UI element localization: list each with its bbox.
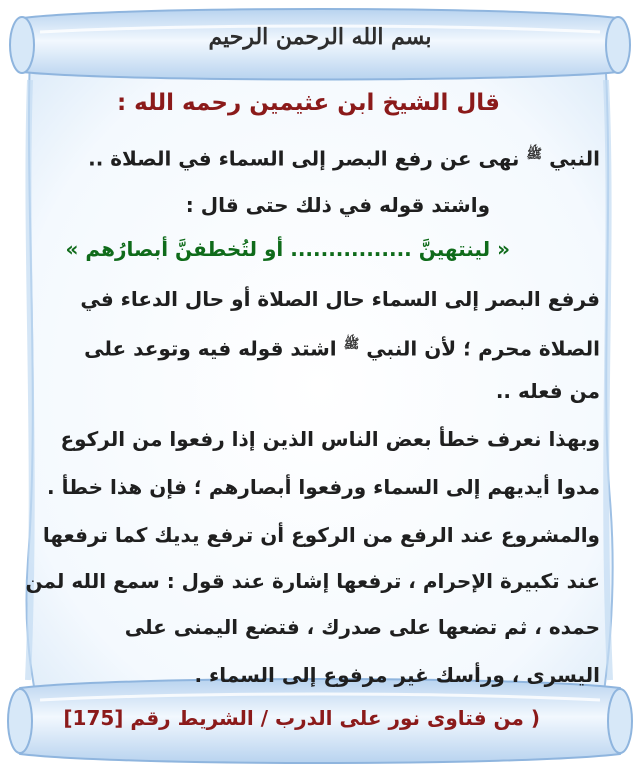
text-line-10: عند تكبيرة الإحرام ، ترفعها إشارة عند قول : سمع الله لمن bbox=[25, 569, 600, 593]
salla-symbol: ﷺ bbox=[343, 337, 360, 352]
text-line-5 bbox=[40, 330, 600, 364]
text-segment: النبي bbox=[549, 146, 600, 171]
page-title: قال الشيخ ابن عثيمين رحمه الله : bbox=[116, 90, 500, 116]
text-line-12: اليسرى ، ورأسك غير مرفوع إلى السماء . bbox=[194, 663, 600, 687]
text-segment: اشتد قوله فيه وتوعد على bbox=[84, 336, 337, 361]
text-line-11: حمده ، ثم تضعها على صدرك ، فتضع اليمنى على bbox=[124, 615, 600, 639]
text-segment: نهى عن رفع البصر إلى السماء في الصلاة .. bbox=[88, 146, 520, 171]
text-line-2: واشتد قوله في ذلك حتى قال : bbox=[185, 193, 490, 217]
text-line-6: من فعله .. bbox=[495, 379, 600, 403]
source-citation: ( من فتاوى نور على الدرب / الشريط رقم [175] bbox=[63, 706, 540, 730]
hadith-quote: « لينتهينَّ ................ أو لتُخطفنَّ أبصارُهم » bbox=[65, 237, 510, 261]
basmala-calligraphy: بسم الله الرحمن الرحيم bbox=[208, 24, 432, 50]
text-line-9: والمشروع عند الرفع من الركوع أن ترفع يديك كما ترفعها bbox=[42, 523, 600, 547]
text-line-8: مدوا أيديهم إلى السماء ورفعوا أبصارهم ؛ فإن هذا خطأ . bbox=[47, 475, 600, 499]
text-line-1 bbox=[40, 140, 600, 174]
text-segment: الصلاة محرم ؛ لأن النبي bbox=[366, 336, 600, 361]
text-line-4: فرفع البصر إلى السماء حال الصلاة أو حال الدعاء في bbox=[80, 287, 600, 311]
text-line-7: وبهذا نعرف خطأ بعض الناس الذين إذا رفعوا من الركوع bbox=[60, 427, 600, 451]
salla-symbol: ﷺ bbox=[526, 147, 543, 162]
